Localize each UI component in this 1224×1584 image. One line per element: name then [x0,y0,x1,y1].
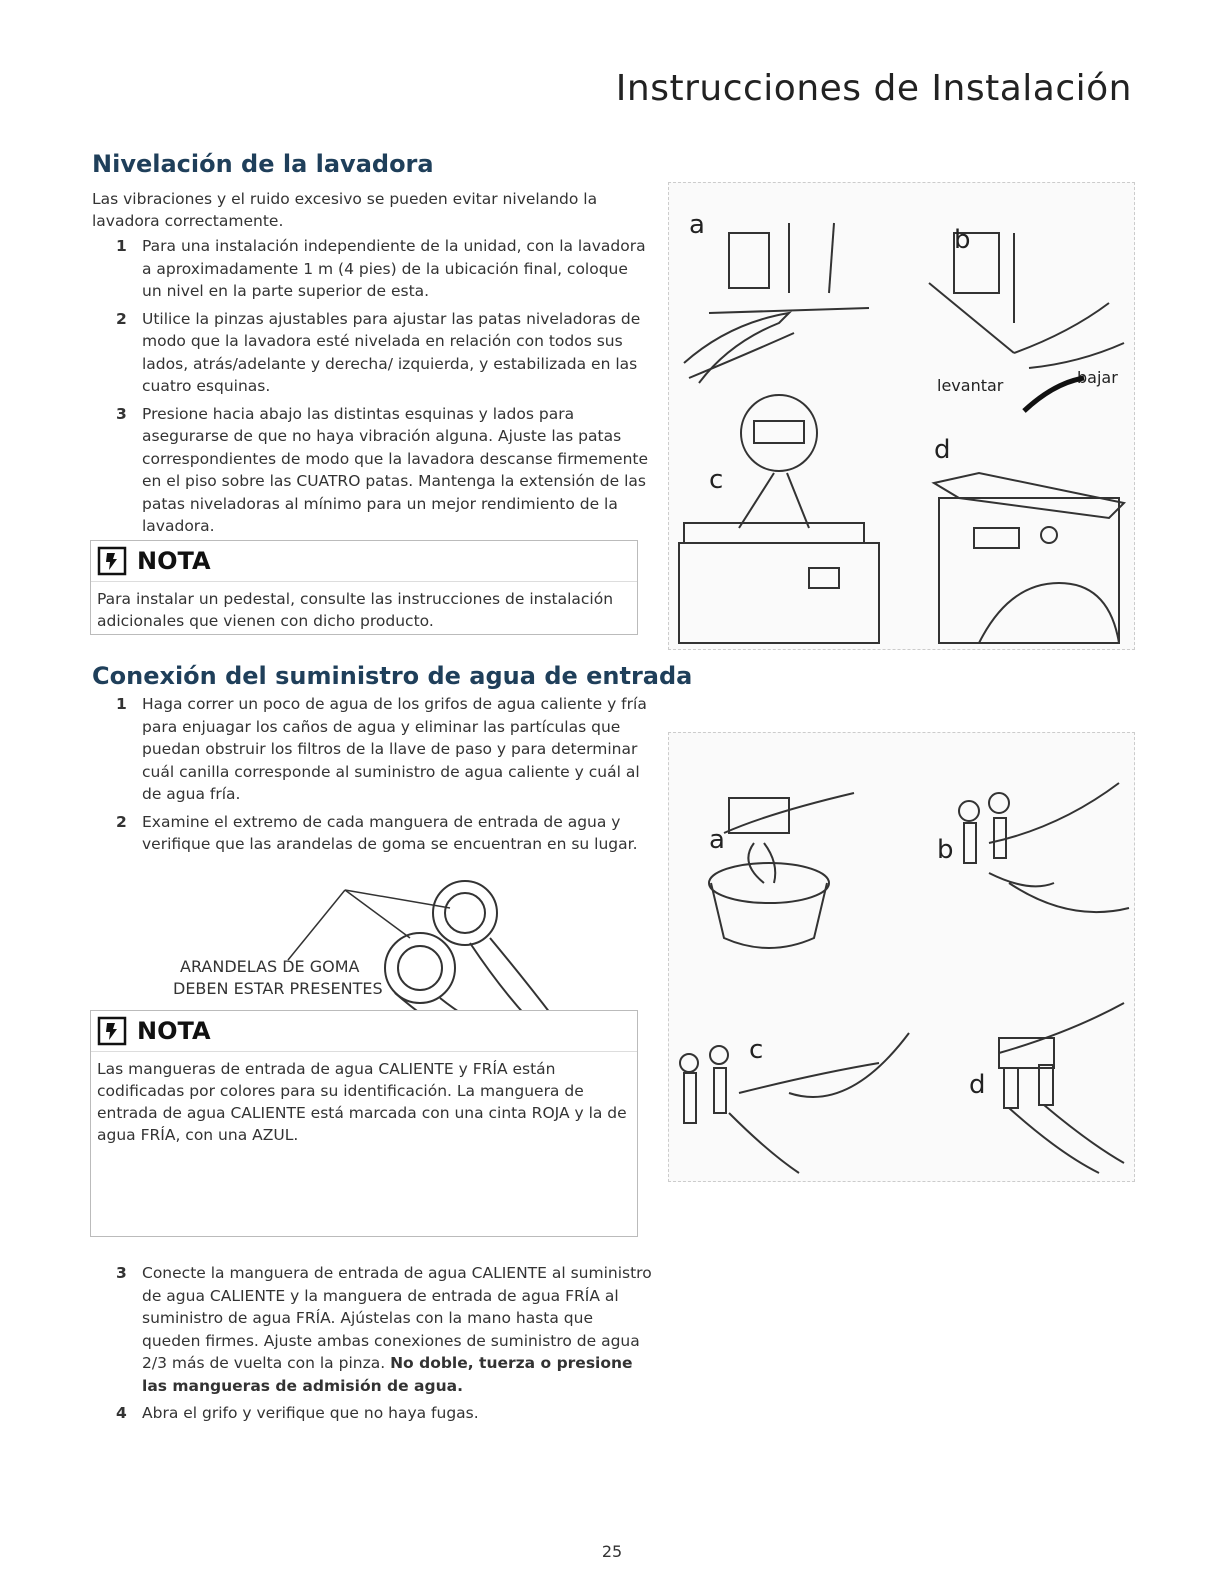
label-a: a [689,210,705,240]
pointer-line [288,890,345,960]
note-text: Las mangueras de entrada de agua CALIENTE y FRÍA están codificadas por colores para su identificación. La manguera de entrada de agua CALIENTE está marcada con una cinta ROJA y la de agua FRÍA, con una AZUL. [97,1060,627,1144]
step-text: Para una instalación independiente de la unidad, con la lavadora a aproximadamente 1 m (4 pies) de la ubicación final, coloque un nivel en la parte superior de esta. [142,237,646,300]
label-d: d [934,435,951,465]
label-b: b [937,835,954,865]
label-d: d [969,1070,986,1100]
step-number: 2 [116,309,127,328]
hose-caption: ARANDELAS DE GOMA [180,957,360,976]
leveling-illustration [668,182,1135,650]
label-b: b [954,225,971,255]
panel-c-level [679,395,879,643]
page-title: Instrucciones de Instalación [615,68,1132,109]
list-item [92,693,652,806]
arrow-icon [1024,378,1084,411]
step-text: Utilice la pinzas ajustables para ajustar las patas niveladoras de modo que la lavadora esté nivelada en relación con todos sus lados, atrás/adelante y derecha/ izquierda, y estabilizada en las cuatro esquinas. [142,309,641,395]
step-text: Conecte la manguera de entrada de agua CALIENTE al suministro de agua CALIENTE y la manguera de entrada de agua FRÍA al suministro de agua FRÍA. Ajústelas con la mano hasta que queden firmes. Ajuste ambas conexiones de suministro de agua 2/3 más de vuelta con la pinza. [142,1264,652,1372]
list-item [92,235,652,303]
step-warning: No doble, tuerza o presione las mangueras de admisión de agua. [142,1354,633,1395]
note-header [91,541,637,582]
lower-label: bajar [1077,368,1118,387]
water-supply-steps [92,693,652,861]
note-text: Para instalar un pedestal, consulte las instrucciones de instalación adicionales que vienen con dicho producto. [97,590,614,630]
note-icon [97,1016,127,1046]
list-item [92,1402,652,1425]
panel-b-valves [959,783,1129,912]
section-title-leveling: Nivelación de la lavadora [92,150,434,178]
step-text: Presione hacia abajo las distintas esquinas y lados para asegurarse de que no haya vibración alguna. Ajuste las patas correspondientes de modo que la lavadora descanse firmemente en el piso sobre las CUATRO patas. Mantenga la extensión de las patas niveladoras al mínimo para un mejor rendimiento de la lavadora. [142,404,649,535]
step-text: Examine el extremo de cada manguera de entrada de agua y verifique que las arandelas de goma se encuentran en su lugar. [142,812,638,853]
step-number: 3 [116,1264,127,1282]
note-box [90,1010,638,1237]
panel-a-bucket [709,793,854,948]
section-title-water-supply: Conexión del suministro de agua de entrada [92,662,693,690]
step-number: 3 [116,404,127,423]
leveling-steps [92,235,652,543]
list-item [92,403,652,538]
step-text: Abra el grifo y verifique que no haya fugas. [142,1404,479,1422]
label-c: c [709,465,724,495]
list-item [92,308,652,398]
note-icon [97,546,127,576]
page-number: 25 [601,1542,623,1561]
step-number: 1 [116,237,127,255]
step-text: Haga correr un poco de agua de los grifos de agua caliente y fría para enjuagar los caños de agua y eliminar las partículas que puedan obstruir los filtros de la llave de paso y para determinar cuál canilla corresponde al suministro de agua caliente y cuál al de agua fría. [142,695,647,803]
list-item [92,1262,652,1397]
note-title: NOTA [137,1017,211,1045]
note-title: NOTA [137,547,211,575]
note-header [91,1011,637,1052]
panel-a-pliers [684,223,869,383]
panel-c-wrench [680,1033,909,1173]
step-number: 2 [116,812,127,831]
step-number: 1 [116,695,127,713]
step-number: 4 [116,1404,127,1422]
note-box [90,540,638,635]
panel-d-washer [934,473,1124,643]
panel-d-hand [999,1003,1124,1173]
raise-label: levantar [937,376,1004,395]
label-c: c [749,1035,764,1065]
pointer-line [345,890,410,938]
section-intro: Las vibraciones y el ruido excesivo se pueden evitar nivelando la lavadora correctamente. [92,190,598,230]
hose-caption: DEBEN ESTAR PRESENTES [173,979,383,998]
water-supply-steps-continued [92,1262,652,1430]
list-item [92,811,652,856]
water-connection-illustration [668,732,1135,1182]
label-a: a [709,825,725,855]
